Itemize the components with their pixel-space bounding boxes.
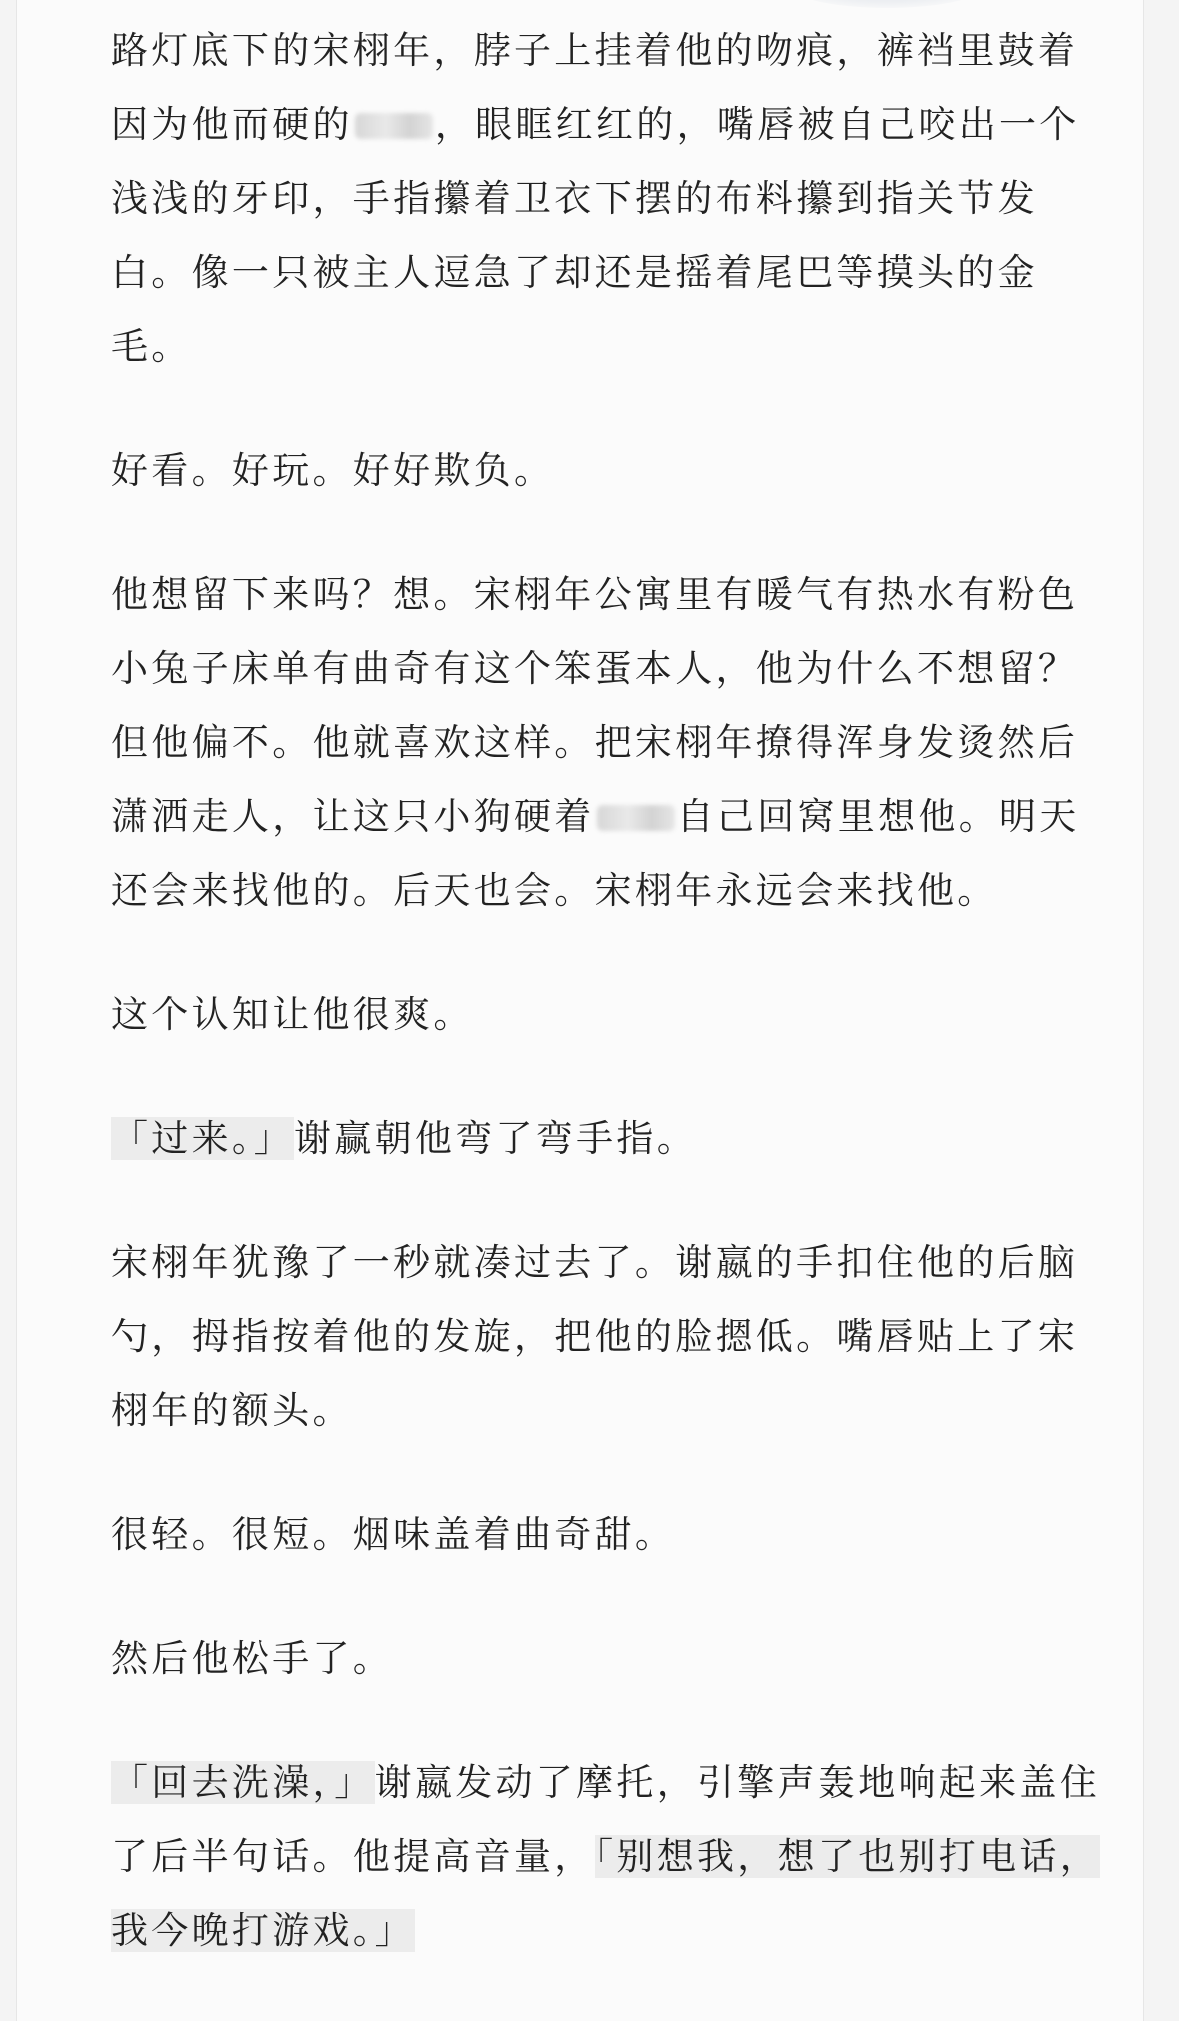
dialogue-quote: 「过来。」 (111, 1117, 294, 1160)
text-segment: 自己回窝里想他。明天还会来找他的。后天也会。宋栩年永远会来找他。 (111, 795, 1080, 912)
text-segment: 很轻。很短。烟味盖着曲奇甜。 (111, 1513, 676, 1556)
blurred-word (597, 805, 675, 831)
text-segment: 好看。好玩。好好欺负。 (111, 449, 555, 492)
paragraph (111, 978, 1101, 1052)
paragraph (111, 1102, 1101, 1176)
paragraph (111, 1746, 1101, 1968)
text-segment: 他想留下来吗？想。宋栩年公寓里有暖气有热水有粉色小兔子床单有曲奇有这个笨蛋本人，他为什么不想留？但他偏不。他就喜欢这样。把宋栩年撩得浑身发烫然后潇洒走人，让这只小狗硬着 (111, 573, 1079, 838)
text-segment: 谢赢朝他弯了弯手指。 (294, 1117, 697, 1160)
text-segment: 宋栩年犹豫了一秒就凑过去了。谢嬴的手扣住他的后脑勺，拇指按着他的发旋，把他的脸摁低。嘴唇贴上了宋栩年的额头。 (111, 1241, 1079, 1432)
scroll-indicator (787, 0, 987, 8)
blurred-word (355, 113, 433, 139)
text-segment: 谢嬴发动了摩托，引擎声轰地响起来盖住了后半句话。他提高音量， (111, 1761, 1101, 1878)
dialogue-quote: 「别想我，想了也别打电话，我今晚打游戏。」 (111, 1835, 1101, 1952)
paragraph (111, 1498, 1101, 1572)
page-sheet (16, 0, 1144, 2021)
paragraph (111, 558, 1101, 928)
text-segment: 然后他松手了。 (111, 1637, 394, 1680)
article-body (111, 14, 1101, 1968)
paragraph (111, 14, 1101, 384)
paragraph (111, 1226, 1101, 1448)
paragraph (111, 434, 1101, 508)
paragraph (111, 1622, 1101, 1696)
text-segment: 路灯底下的宋栩年，脖子上挂着他的吻痕，裤裆里鼓着因为他而硬的 (111, 29, 1079, 146)
text-segment: 这个认知让他很爽。 (111, 993, 474, 1036)
dialogue-quote: 「回去洗澡，」 (111, 1761, 375, 1804)
text-segment: ，眼眶红红的，嘴唇被自己咬出一个浅浅的牙印，手指攥着卫衣下摆的布料攥到指关节发白。像一只被主人逗急了却还是摇着尾巴等摸头的金毛。 (111, 103, 1080, 368)
